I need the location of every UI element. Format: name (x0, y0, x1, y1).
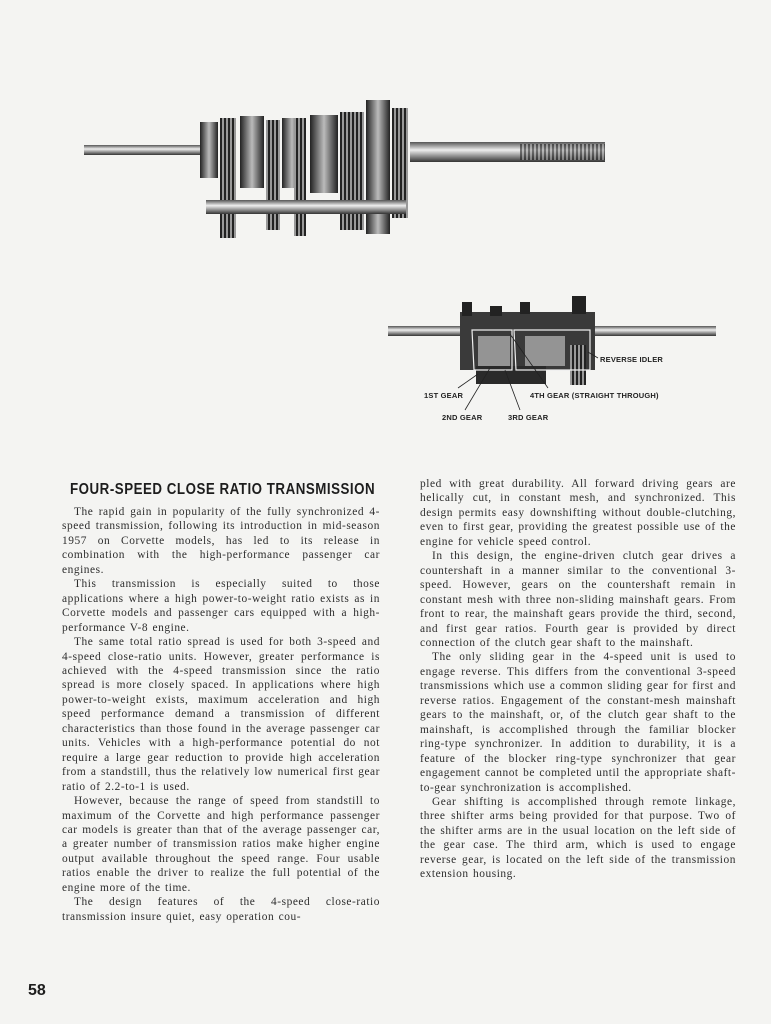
left-column (62, 505, 380, 924)
right-column (420, 477, 736, 882)
paragraph: In this design, the engine-driven clutch gear drives a countershaft in a manner similar to the conventional 3-speed. However, gears on the countershaft remain in constant mesh with three non-sliding mainshaft gears. From front to rear, the mainshaft gears provide the third, second, and first gear ratios. Fourth gear is provided by direct connection of the clutch gear shaft to the mainshaft. (420, 550, 736, 649)
paragraph: pled with great durability. All forward driving gears are helically cut, in constant mesh, and synchronized. This design permits easy downshifting without double-clutching, even to first gear, providing the greatest possible use of the engine for vehicle speed control. (420, 478, 736, 548)
paragraph: The only sliding gear in the 4-speed unit is used to engage reverse. This differs from the conventional 3-speed transmissions which use a common sliding gear for first and reverse ratios. Engagement of the constant-mesh mainshaft gears to the mainshaft, or, of the clutch gear shaft to the mainshaft, is accomplished through the familiar blocker ring-type synchronizer. In addition to durability, it is a feature of the blocker ring-type synchronizer that gear engagement cannot be completed until the appropriate shaft-to-gear synchronization is accomplished. (420, 651, 736, 794)
paragraph: Gear shifting is accomplished through remote linkage, three shifter arms being provided for that purpose. Two of the shifter arms are in the usual location on the left side of the gear case. The third arm, which is used to engage reverse gear, is located on the left side of the transmission extension housing. (420, 795, 736, 881)
label-reverse-idler: REVERSE IDLER (600, 355, 664, 364)
page-number: 58 (28, 982, 46, 999)
article-title: FOUR-SPEED CLOSE RATIO TRANSMISSION (70, 481, 376, 498)
label-third-gear: 3RD GEAR (508, 413, 549, 422)
label-fourth-gear: 4TH GEAR (STRAIGHT THROUGH) (530, 391, 659, 400)
paragraph: However, because the range of speed from standstill to maximum of the Corvette and high performance passenger car models is greater than that of the average passenger car, a greater number of transmission ratios make higher engine output available throughout the speed range. Four usable ratios enable the driver to realize the full potential of the engine more of the time. (62, 795, 380, 894)
paragraph: This transmission is especially suited to those applications where a high power-to-weight ratio exists as in Corvette models and passenger cars equipped with a high-performance V-8 engine. (62, 578, 380, 634)
paragraph: The design features of the 4-speed close-ratio transmission insure quiet, easy operation cou- (62, 896, 380, 923)
paragraph: The rapid gain in popularity of the fully synchronized 4-speed transmission, following its introduction in mid-season 1957 on Corvette models, has led to its release in combination with the high-performance passenger car engines. (62, 506, 380, 576)
label-first-gear: 1ST GEAR (424, 391, 464, 400)
label-second-gear: 2ND GEAR (442, 413, 483, 422)
transmission-cross-section (0, 0, 771, 440)
paragraph: The same total ratio spread is used for both 3-speed and 4-speed close-ratio units. However, greater performance is achieved with the 4-speed transmission since the ratio spread is more closely spaced. In applications where high power-to-weight exists, maximum acceleration and high speed performance demand a transmission of different characteristics than those found in the average passenger car units. Vehicles with a high-performance potential do not require a large gear reduction to provide high acceleration from a standstill, thus the relatively low numerical first gear ratio of 2.2-to-1 is used. (62, 636, 380, 793)
